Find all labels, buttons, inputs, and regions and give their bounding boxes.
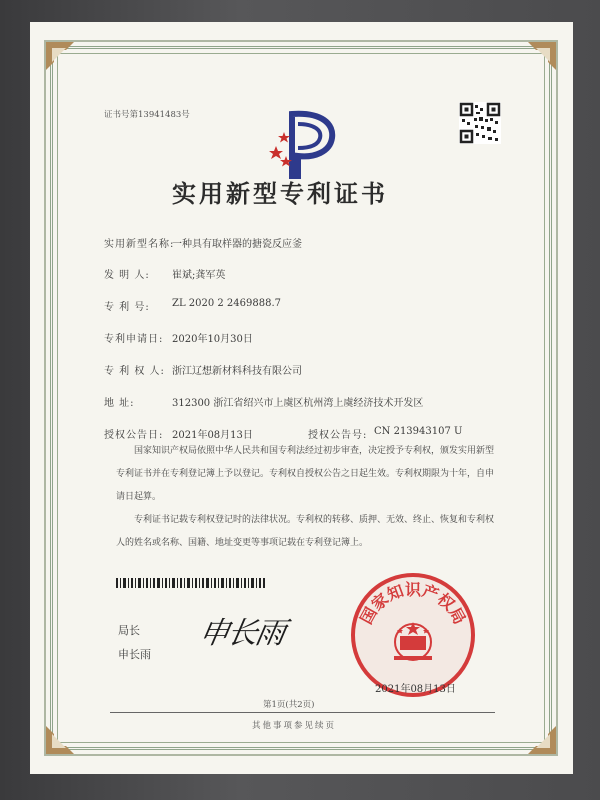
field-value-patent-no: ZL 2020 2 2469888.7 <box>172 298 282 309</box>
certificate-page <box>30 22 573 774</box>
qr-code-icon <box>459 102 501 144</box>
barcode-icon <box>116 578 266 588</box>
page-indicator: 第1页(共2页) <box>263 700 315 710</box>
footer-note: 其他事项参见续页 <box>252 721 337 731</box>
footer-divider <box>110 712 495 713</box>
certificate-number: 证书号第13941483号 <box>104 110 190 120</box>
director-title: 局长 <box>118 624 140 637</box>
corner-ornament-icon <box>44 716 84 756</box>
seal-text: 国家知识产权局 <box>356 580 470 628</box>
director-signature: 申长雨 <box>196 616 287 651</box>
grant-number-value: CN 213943107 U <box>374 426 463 437</box>
field-label-application-date: 专利申请日: <box>104 334 164 345</box>
seal-date: 2021年08月13日 <box>375 684 456 695</box>
director-name: 申长雨 <box>118 648 151 661</box>
page-title: 实用新型专利证书 <box>172 179 388 208</box>
grant-number-label: 授权公告号: <box>308 430 368 441</box>
field-value-application-date: 2020年10月30日 <box>172 334 253 345</box>
patent-office-logo-icon <box>262 104 342 184</box>
field-value-name: 一种具有取样器的搪瓷反应釜 <box>172 239 302 250</box>
field-label-name: 实用新型名称: <box>104 239 175 250</box>
field-label-patentee: 专 利 权 人: <box>104 366 165 377</box>
certificate-note: 专利证书记载专利权登记时的法律状况。专利权的转移、质押、无效、终止、恢复和专利权人的姓名或名称、国籍、地址变更等事项记载在专利登记簿上。 <box>116 515 495 548</box>
field-label-address: 地 址: <box>104 398 135 409</box>
field-value-patentee: 浙江辽想新材料科技有限公司 <box>172 366 302 377</box>
field-value-address: 312300 浙江省绍兴市上虞区杭州湾上虞经济技术开发区 <box>172 398 424 409</box>
field-label-patent-no: 专 利 号: <box>104 302 150 313</box>
corner-ornament-icon <box>518 716 558 756</box>
grant-date-label: 授权公告日: <box>104 430 164 441</box>
grant-date-value: 2021年08月13日 <box>172 430 253 441</box>
field-value-inventor: 崔斌;龚军英 <box>172 270 226 281</box>
field-label-inventor: 发 明 人: <box>104 270 150 281</box>
corner-ornament-icon <box>44 40 84 80</box>
corner-ornament-icon <box>518 40 558 80</box>
certificate-statement: 国家知识产权局依照中华人民共和国专利法经过初步审查，决定授予专利权，颁发实用新型专利证书并在专利登记簿上予以登记。专利权自授权公告之日起生效。专利权期限为十年，自申请日起算。 <box>116 446 495 502</box>
